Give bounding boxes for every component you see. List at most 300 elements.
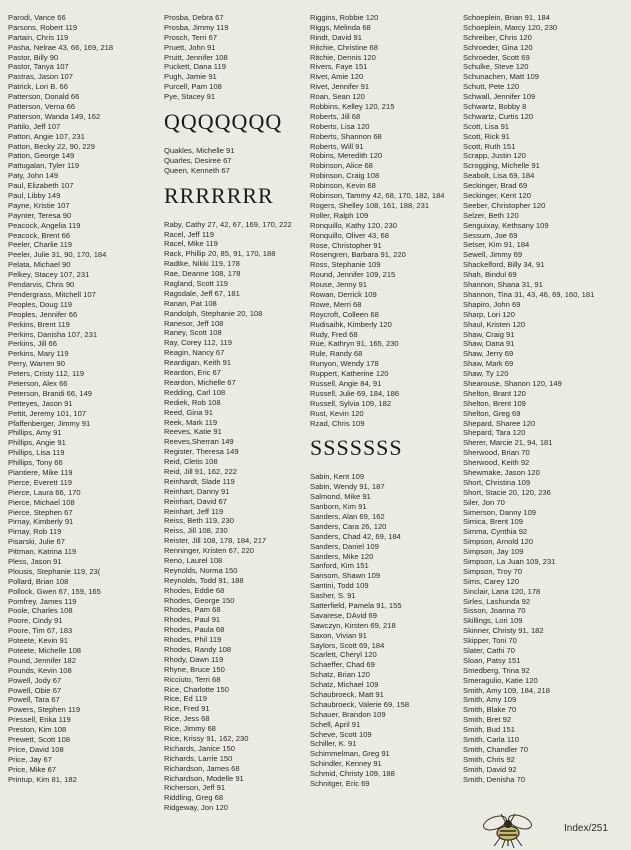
- index-entry: Scarlett, Cheryl 120: [310, 650, 377, 660]
- index-entry: Parsons, Robert 119: [8, 22, 78, 32]
- index-entry: Reed, Gina 91: [164, 407, 213, 417]
- index-entry: Rogers, Shelley 108, 161, 188, 231: [310, 200, 430, 210]
- index-entry: Phillips, Amy 91: [8, 428, 62, 438]
- index-entry: Schwartz, Curtis 120: [463, 111, 534, 121]
- index-entry: Ridgeway, Jon 120: [164, 803, 229, 813]
- index-entry: Selzer, Beth 120: [463, 210, 519, 220]
- index-entry: Ritchie, Christine 68: [310, 42, 378, 52]
- index-entry: Scott, Ruth 151: [463, 141, 516, 151]
- index-entry: Sawczyn, Kirsten 69, 218: [310, 620, 396, 630]
- index-entry: Pirnay, Kimberly 91: [8, 517, 74, 527]
- index-entry: Riggs, Melinda 68: [310, 22, 371, 32]
- index-entry: Prosba, Jimmy 119: [164, 22, 229, 32]
- index-entry: Smith, Amy 109: [463, 695, 517, 705]
- index-entry: Schunachen, Matt 109: [463, 72, 539, 82]
- index-entry: Shannon, Tina 31, 43, 46, 69, 160, 181: [463, 289, 595, 299]
- letter-divider: QQQQQQQ: [164, 109, 283, 135]
- index-entry: Sharp, Lori 120: [463, 309, 515, 319]
- index-entry: Peoples, Jennifer 66: [8, 309, 78, 319]
- index-entry: Sinclair, Lana 120, 178: [463, 586, 541, 596]
- index-entry: Shepard, Sharee 120: [463, 418, 536, 428]
- index-entry: Rivers, Faye 151: [310, 62, 368, 72]
- index-entry: Round, Jennifer 109, 215: [310, 270, 396, 280]
- index-entry: Shepard, Tara 120: [463, 428, 526, 438]
- index-entry: Russell, Angie 84, 91: [310, 378, 382, 388]
- index-entry: Pittman, Katrina 119: [8, 547, 77, 557]
- index-entry: Rudy, Fred 68: [310, 329, 358, 339]
- index-entry: Ross, Stephanie 109: [310, 260, 381, 270]
- index-entry: Reid, Jill 91, 162, 222: [164, 466, 238, 476]
- index-entry: Sewell, Jimmy 69: [463, 250, 523, 260]
- index-entry: Reinhardt, Slade 119: [164, 476, 235, 486]
- index-entry: Ritchie, Dennis 120: [310, 52, 376, 62]
- index-entry: Scott, Rick 91: [463, 131, 510, 141]
- index-entry: Shelton, Brent 109: [463, 398, 526, 408]
- index-entry: Sherer, Marcie 21, 94, 181: [463, 438, 553, 448]
- index-entry: Rosengren, Barbara 91, 220: [310, 250, 406, 260]
- index-column-1: [8, 13, 156, 784]
- index-entry: Quakles, Michelle 91: [164, 146, 235, 156]
- index-entry: Patterson, Donald 66: [8, 92, 80, 102]
- index-entry: Racel, Mike 119: [164, 239, 218, 249]
- index-entry: Perkins, Brent 119: [8, 319, 70, 329]
- index-entry: Schimmelman, Greg 91: [310, 749, 390, 759]
- index-entry: Pierce, Stephen 67: [8, 507, 73, 517]
- index-entry: Simpson, Jay 109: [463, 547, 524, 557]
- index-entry: Richardson, James 68: [164, 763, 240, 773]
- index-entry: Rindt, David 91: [310, 32, 362, 42]
- index-entry: Schoeplein, Brian 91, 184: [463, 13, 550, 22]
- index-entry: Schreiber, Chris 120: [463, 32, 532, 42]
- index-entry: Reiss, Beth 119, 230: [164, 516, 234, 526]
- index-entry: Radtke, Nikki 119, 178: [164, 259, 240, 269]
- index-entry: Senguixay, Kethsany 109: [463, 220, 549, 230]
- index-entry: Schaubroeck, Matt 91: [310, 690, 384, 700]
- index-entry: Rhodes, Paula 68: [164, 625, 225, 635]
- index-entry: Powell, Tara 67: [8, 695, 60, 705]
- index-entry: Schutt, Pete 120: [463, 82, 520, 92]
- index-entry: Roycroft, Colleen 68: [310, 309, 379, 319]
- index-entry: Smith, Denisha 70: [463, 774, 526, 784]
- index-entry: Ronquillo, Oliver 43, 68: [310, 230, 389, 240]
- index-entry: Rose, Christopher 91: [310, 240, 382, 250]
- index-entry: Rice, Jimmy 68: [164, 724, 216, 734]
- index-entry: Phillips, Angie 91: [8, 438, 66, 448]
- index-entry: Parodi, Vance 66: [8, 13, 66, 22]
- index-entry: Paul, Elizabeth 107: [8, 181, 74, 191]
- index-entry: Skinner, Christy 91, 182: [463, 626, 544, 636]
- index-entry: Raby, Cathy 27, 42, 67, 169, 170, 222: [164, 219, 292, 229]
- index-entry: Skipper, Toni 70: [463, 636, 517, 646]
- index-entry: Poteete, Kevin 91: [8, 636, 68, 646]
- index-entry: Paynter, Teresa 90: [8, 210, 72, 220]
- index-entry: Ranan, Pat 108: [164, 298, 217, 308]
- index-entry: Savarese, DAvid 69: [310, 610, 377, 620]
- index-entry: Smith, Amy 109, 184, 218: [463, 685, 550, 695]
- index-entry: Scott, Lisa 91: [463, 121, 510, 131]
- index-entry: Reister, Jill 108, 178, 184, 217: [164, 536, 267, 546]
- index-entry: Schauer, Brandon 109: [310, 709, 386, 719]
- index-entry: Pye, Stacey 91: [164, 92, 216, 102]
- index-entry: Paul, Libby 149: [8, 191, 61, 201]
- index-entry: Rue, Kathryn 91, 165, 230: [310, 339, 399, 349]
- index-entry: Schindler, Kenney 91: [310, 759, 382, 769]
- index-entry: Pounds, Kevin 108: [8, 665, 72, 675]
- index-entry: Powell, Jody 67: [8, 675, 62, 685]
- index-entry: Paty, John 149: [8, 171, 59, 181]
- index-entry: Robinson, Tammy 42, 68, 170, 182, 184: [310, 191, 445, 201]
- index-entry: Shewmake, Jason 120: [463, 467, 540, 477]
- index-entry: Rhody, Dawn 119: [164, 654, 224, 664]
- index-entry: Shah, Bindul 69: [463, 270, 517, 280]
- index-entry: Payne, Kristie 107: [8, 200, 70, 210]
- index-entry: Simma, Cynthia 92: [463, 527, 528, 537]
- index-entry: Redding, Carl 108: [164, 387, 226, 397]
- index-entry: Siler, Jon 70: [463, 497, 505, 507]
- index-entry: Patterson, Wanda 149, 162: [8, 111, 101, 121]
- index-entry: Satterfield, Pamela 91, 155: [310, 601, 402, 610]
- index-entry: Pastor, Tanya 107: [8, 62, 69, 72]
- index-entry: Reardon, Eric 67: [164, 368, 221, 378]
- index-entry: Sanders, Alan 69, 162: [310, 511, 385, 521]
- index-entry: Rhodes, Randy 108: [164, 644, 232, 654]
- index-entry: Schwartz, Bobby 8: [463, 102, 527, 112]
- index-entry: Seeber, Christopher 120: [463, 200, 546, 210]
- index-entry: Pollard, Brian 108: [8, 576, 69, 586]
- index-entry: Rule, Randy 68: [310, 349, 363, 359]
- index-entry: Pomfrey, James 119: [8, 596, 77, 606]
- index-entry: Reagin, Nancy 67: [164, 348, 225, 358]
- index-entry: Price, Jay 67: [8, 754, 52, 764]
- index-entry: Seckinger, Brad 69: [463, 181, 528, 191]
- index-entry: Schnitger, Eric 69: [310, 779, 370, 789]
- index-entry: Smith, Bud 151: [463, 725, 515, 735]
- index-entry: Rzad, Chris 109: [310, 418, 365, 428]
- index-entry: Schwall, Jennifer 109: [463, 92, 536, 102]
- index-entry: Robinson, Kevin 68: [310, 181, 376, 191]
- index-entry: Simpson, Troy 70: [463, 566, 523, 576]
- index-entry: Schaeffer, Chad 69: [310, 660, 375, 670]
- index-entry: Piantiere, Mike 119: [8, 467, 73, 477]
- index-entry: Pierce, Laura 66, 170: [8, 487, 81, 497]
- index-entry: Pierce, Michael 108: [8, 497, 75, 507]
- index-entry: Pirnay, Rob 119: [8, 527, 62, 537]
- index-entry: Sanders, Mike 120: [310, 551, 374, 561]
- index-entry: Shaw, Mark 69: [463, 359, 514, 369]
- index-entry: Runyon, Wendy 178: [310, 359, 379, 369]
- index-entry: Robbins, Kelley 120, 215: [310, 102, 395, 112]
- index-entry: Short, Christina 109: [463, 477, 531, 487]
- index-column-3: [310, 13, 460, 789]
- index-column-4: [463, 13, 623, 784]
- index-entry: Pelkey, Stacey 107, 231: [8, 270, 90, 280]
- index-entry: Shaw, Craig 91: [463, 329, 515, 339]
- index-entry: Perkins, Danisha 107, 231: [8, 329, 98, 339]
- index-entry: Pattilo, Jeff 107: [8, 121, 61, 131]
- index-entry: Ray, Corey 112, 119: [164, 338, 232, 348]
- index-entry: Poore, Cindy 91: [8, 616, 63, 626]
- index-entry: Reardon, Michelle 67: [164, 377, 236, 387]
- index-entry: Pastor, Billy 90: [8, 52, 59, 62]
- index-entry: Ruppert, Katherine 120: [310, 369, 389, 379]
- index-entry: Sansom, Shawn 109: [310, 571, 381, 581]
- index-entry: Smith, Chandler 70: [463, 744, 529, 754]
- index-entry: Sims, Carey 120: [463, 576, 520, 586]
- index-entry: Sessum, Joe 69: [463, 230, 518, 240]
- index-entry: Rouse, Jenny 91: [310, 280, 367, 290]
- index-entry: Poore, Tim 67, 183: [8, 626, 73, 636]
- index-entry: Patton, Becky 22, 90, 229: [8, 141, 95, 151]
- index-entry: Pfaffenberger, Jimmy 91: [8, 418, 91, 428]
- index-entry: Pollock, Gwen 67, 159, 165: [8, 586, 101, 596]
- index-entry: Peeler, Julie 31, 90, 170, 184: [8, 250, 107, 260]
- index-entry: Rhodes, Paul 91: [164, 615, 221, 625]
- index-entry: Rhodes, Phil 119: [164, 635, 222, 645]
- letter-divider: RRRRRRR: [164, 182, 274, 208]
- index-entry: Pressell, Erika 119: [8, 715, 71, 725]
- index-entry: Peterson, Brandi 66, 149: [8, 388, 93, 398]
- index-entry: Rowan, Derrick 109: [310, 289, 377, 299]
- index-entry: Preston, Kim 108: [8, 725, 67, 735]
- index-entry: Reardigan, Keith 91: [164, 358, 232, 368]
- index-entry: Saxon, Vivian 91: [310, 630, 367, 640]
- index-entry: Sanford, Kim 151: [310, 561, 369, 571]
- index-entry: Salmond, Mike 91: [310, 492, 371, 502]
- index-entry: Rice, Jess 68: [164, 714, 210, 724]
- index-entry: Scheve, Scott 109: [310, 729, 372, 739]
- index-entry: Scrapp, Justin 120: [463, 151, 526, 161]
- index-entry: Reid, Cletis 108: [164, 457, 218, 467]
- index-entry: Petteyes, Jason 91: [8, 398, 73, 408]
- index-entry: Robinson, Craig 108: [310, 171, 380, 181]
- index-entry: Smith, Chris 92: [463, 754, 515, 764]
- index-entry: Short, Stacie 20, 120, 236: [463, 487, 551, 497]
- index-entry: Shapiro, John 69: [463, 299, 521, 309]
- index-entry: Shaw, Ty 120: [463, 369, 509, 379]
- index-entry: Pisarski, Julie 67: [8, 537, 65, 547]
- index-entry: Smeragulio, Katie 120: [463, 675, 538, 685]
- index-entry: Ragsdale, Jeff 67, 181: [164, 288, 240, 298]
- index-entry: Schoeplein, Marcy 120, 230: [463, 22, 558, 32]
- index-entry: Pierce, Everett 119: [8, 477, 73, 487]
- index-entry: Rhyne, Bruce 150: [164, 664, 225, 674]
- index-entry: Sasher, S. 91: [310, 591, 356, 601]
- index-entry: Pasha, Nelrae 43, 66, 169, 218: [8, 42, 114, 52]
- index-entry: Roan, Sean 120: [310, 92, 365, 102]
- index-entry: Purcell, Pam 108: [164, 82, 222, 92]
- yellow-jacket-mascot-icon: [478, 809, 540, 849]
- index-entry: Racel, Jeff 119: [164, 229, 214, 239]
- index-entry: Simpson, La Juan 109, 231: [463, 556, 556, 566]
- index-entry: Patterson, Verna 66: [8, 102, 76, 112]
- index-entry: Phillips, Lisa 119: [8, 448, 65, 458]
- index-entry: Schatz, Michael 109: [310, 680, 379, 690]
- index-entry: Ronquillo, Kathy 120, 230: [310, 220, 397, 230]
- index-entry: Setser, Kim 91, 184: [463, 240, 530, 250]
- index-entry: Prewett, Scott 108: [8, 735, 71, 745]
- index-entry: Shackelford, Billy 34, 91: [463, 260, 545, 270]
- index-entry: Smith, David 92: [463, 764, 517, 774]
- index-entry: Pruitt, Jennifer 108: [164, 52, 228, 62]
- index-entry: Roberts, Will 91: [310, 141, 364, 151]
- index-entry: Shearouse, Shanon 120, 149: [463, 378, 562, 388]
- index-entry: Rae, Deanne 108, 178: [164, 269, 241, 279]
- index-entry: Rust, Kevin 120: [310, 408, 364, 418]
- index-entry: Perkins, Mary 119: [8, 349, 69, 359]
- index-entry: Patrick, Lori B. 66: [8, 82, 68, 92]
- index-entry: Pelata, Michael 90: [8, 260, 71, 270]
- index-entry: Shelton, Brant 120: [463, 388, 526, 398]
- index-entry: Ranesor, Jeff 108: [164, 318, 224, 328]
- letter-divider: SSSSSSS: [310, 435, 403, 461]
- index-entry: Rhodes, Pam 68: [164, 605, 221, 615]
- index-entry: Roberts, Shannon 68: [310, 131, 382, 141]
- index-entry: Schiller, K. 91: [310, 739, 357, 749]
- index-entry: Raney, Scott 108: [164, 328, 222, 338]
- index-entry: Pless, Jason 91: [8, 556, 62, 566]
- index-entry: Peoples, Doug 119: [8, 299, 73, 309]
- index-entry: Perkins, Jill 66: [8, 339, 57, 349]
- index-entry: Smith, Bret 92: [463, 715, 512, 725]
- index-entry: Poteete, Michelle 108: [8, 646, 82, 655]
- index-entry: Smedberg, Trina 92: [463, 665, 530, 675]
- index-entry: Reinhart, David 67: [164, 496, 227, 506]
- index-entry: Rediek, Rob 108: [164, 397, 221, 407]
- index-entry: Roberts, Jill 68: [310, 111, 361, 121]
- index-entry: Powell, Obie 67: [8, 685, 62, 695]
- index-entry: Smith, Blake 70: [463, 705, 517, 715]
- index-entry: Roberts, Lisa 120: [310, 121, 370, 131]
- index-entry: Pugh, Jamie 91: [164, 72, 217, 82]
- index-entry: Sabin, Kent 109: [310, 472, 365, 482]
- index-entry: Printup, Kim 81, 182: [8, 774, 77, 784]
- index-entry: Phillips, Tony 66: [8, 458, 63, 468]
- index-entry: Puckett, Dana 119: [164, 62, 226, 72]
- index-entry: Seckinger, Kent 120: [463, 191, 531, 201]
- index-entry: Sloan, Patsy 151: [463, 655, 521, 665]
- index-entry: Rudisaihk, Kimberly 120: [310, 319, 392, 329]
- index-entry: Sanders, Chad 42, 69, 184: [310, 531, 401, 541]
- index-entry: Reynolds, Norma 150: [164, 565, 238, 575]
- index-entry: Schmid, Christy 109, 188: [310, 769, 395, 779]
- index-entry: Schaubroeck, Valerie 69, 158: [310, 699, 410, 709]
- index-entry: Queen, Kenneth 67: [164, 165, 230, 175]
- index-entry: Rhodes, George 150: [164, 595, 235, 605]
- index-entry: Shannon, Shana 31, 91: [463, 280, 543, 290]
- index-entry: Patton, Angie 107, 231: [8, 131, 85, 141]
- index-entry: Smith, Carla 110: [463, 735, 519, 745]
- index-entry: Saylors, Scott 69, 184: [310, 640, 385, 650]
- index-entry: Shaw, Dana 91: [463, 339, 515, 349]
- index-entry: Rice, Fred 91: [164, 704, 210, 714]
- index-entry: Peeler, Charlie 119: [8, 240, 73, 250]
- index-entry: Simpson, Arnold 120: [463, 537, 534, 547]
- index-entry: Quarles, Desiree 67: [164, 155, 232, 165]
- index-entry: Sirles, Lashunda 92: [463, 596, 531, 606]
- index-entry: Santini, Todd 109: [310, 581, 369, 591]
- index-entry: Scrogging, Michelle 91: [463, 161, 540, 171]
- index-entry: Prosba, Debra 67: [164, 13, 224, 22]
- index-entry: Shaw, Jerry 69: [463, 349, 514, 359]
- index-entry: Price, Mike 67: [8, 764, 57, 774]
- index-entry: Register, Theresa 149: [164, 447, 239, 457]
- index-entry: Richerson, Jeff 91: [164, 783, 226, 793]
- index-entry: Roller, Ralph 109: [310, 210, 369, 220]
- index-entry: Reeves, Katie 91: [164, 427, 222, 437]
- index-entry: Sanders, Daniel 109: [310, 541, 379, 551]
- index-entry: Pendarvis, Chris 90: [8, 280, 75, 290]
- index-entry: Peacock, Brent 66: [8, 230, 71, 240]
- index-entry: Rice, Krissy 91, 162, 230: [164, 734, 249, 743]
- index-entry: Simerson, Danny 109: [463, 507, 537, 517]
- index-entry: Shelton, Greg 69: [463, 408, 521, 418]
- index-entry: Reynolds, Todd 91, 188: [164, 575, 244, 585]
- index-entry: Ragland, Scott 119: [164, 279, 229, 289]
- index-entry: Reno, Laurel 108: [164, 555, 223, 565]
- index-entry: Price, David 108: [8, 744, 64, 754]
- index-entry: Richards, Larrie 150: [164, 753, 233, 763]
- index-entry: Schroeder, Scott 69: [463, 52, 530, 62]
- index-entry: Rivet, Jennifer 91: [310, 82, 370, 92]
- index-entry: Peters, Cristy 112, 119: [8, 369, 85, 379]
- index-entry: Renninger, Kristen 67, 220: [164, 546, 254, 556]
- index-entry: Russell, Julie 69, 184, 186: [310, 388, 400, 398]
- index-entry: Riggins, Robbie 120: [310, 13, 379, 22]
- index-entry: Schulke, Steve 120: [463, 62, 529, 72]
- index-entry: Schroeder, Gina 120: [463, 42, 533, 52]
- index-entry: Simica, Brent 109: [463, 517, 523, 527]
- index-entry: Sanders, Cara 26, 120: [310, 521, 387, 531]
- index-entry: Peacock, Angelia 119: [8, 220, 81, 230]
- index-entry: Riddling, Greg 68: [164, 793, 224, 803]
- index-entry: Rivet, Amie 120: [310, 72, 364, 82]
- index-entry: Robins, Meredith 120: [310, 151, 383, 161]
- index-entry: Sherwood, Keith 92: [463, 458, 530, 468]
- index-entry: Perry, Warren 90: [8, 359, 65, 369]
- index-entry: Richards, Janice 150: [164, 743, 235, 753]
- index-entry: Rack, Phillip 20, 85, 91, 170, 188: [164, 249, 276, 259]
- index-entry: Russell, Sylvia 109, 182: [310, 398, 392, 408]
- index-entry: Pruett, John 91: [164, 42, 216, 52]
- index-entry: Pendergrass, Mitchell 107: [8, 289, 96, 299]
- index-entry: Reiss, Jill 108, 230: [164, 526, 228, 536]
- index-entry: Pastras, Jason 107: [8, 72, 74, 82]
- index-entry: Reek, Mark 119: [164, 417, 218, 427]
- index-entry: Reinhart, Jeff 119: [164, 506, 224, 516]
- index-entry: Plousis, Stephanie 119, 23(: [8, 566, 101, 576]
- index-entry: Powers, Stephen 119: [8, 705, 81, 715]
- index-column-2: [164, 13, 309, 813]
- index-entry: Seabolt, Lisa 69, 184: [463, 171, 535, 181]
- index-entry: Sanborn, Kim 91: [310, 502, 367, 512]
- index-entry: Schell, April 91: [310, 719, 361, 729]
- index-entry: Partain, Chris 119: [8, 32, 69, 42]
- index-entry: Sabin, Wendy 91, 187: [310, 482, 385, 492]
- index-entry: Schatz, Brian 120: [310, 670, 370, 680]
- index-entry: Shaul, Kristen 120: [463, 319, 526, 329]
- index-entry: Prosch, Terri 67: [164, 32, 218, 42]
- index-entry: Randolph, Stephanie 20, 108: [164, 308, 263, 318]
- index-entry: Rice, Ed 119: [164, 694, 207, 704]
- index-entry: Rhodes, Eddie 68: [164, 585, 225, 595]
- index-entry: Sherwood, Brian 70: [463, 448, 530, 458]
- index-entry: Rice, Charlotte 150: [164, 684, 230, 694]
- index-entry: Richardson, Modelle 91: [164, 773, 244, 783]
- index-entry: Pound, Jennifer 182: [8, 655, 76, 665]
- index-entry: Sisson, Joanna 70: [463, 606, 526, 616]
- index-entry: Pettit, Jeremy 101, 107: [8, 408, 87, 418]
- index-entry: Robinson, Alice 68: [310, 161, 373, 171]
